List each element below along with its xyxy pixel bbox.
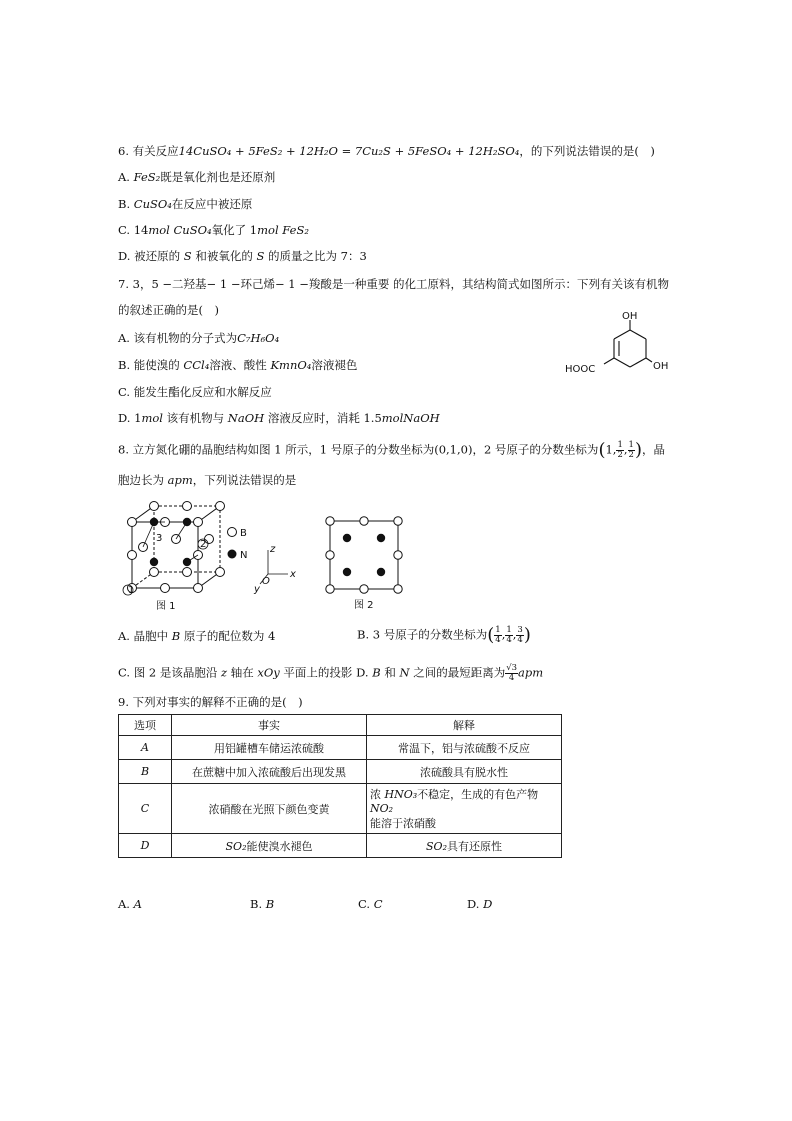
axis-x: x — [290, 569, 296, 580]
q9-answer-b: B. B — [250, 897, 275, 911]
table-header-row: 选项 事实 解释 — [119, 715, 562, 736]
axis-o: O — [262, 576, 270, 587]
struct-cooh: HOOC — [565, 364, 596, 375]
q9-stem: 9. 下列对事实的解释不正确的是( ) — [118, 695, 303, 709]
struct-oh-right: OH — [653, 361, 669, 372]
atom-label-1: 1 — [128, 585, 135, 596]
q7-option-b: B. 能使溴的 CCl₄溶液、酸性 KmnO₄溶液褪色 — [118, 358, 358, 372]
q6-option-b: B. CuSO₄在反应中被还原 — [118, 197, 253, 211]
q6-option-a: A. FeS₂既是氧化剂也是还原剂 — [118, 170, 276, 184]
table-row: A 用铝罐槽车储运浓硫酸 常温下，铝与浓硫酸不反应 — [119, 736, 562, 760]
q9-answer-a: A. A — [118, 897, 142, 911]
legend-b: B — [240, 528, 247, 539]
table-row: D SO₂能使溴水褪色 SO₂具有还原性 — [119, 834, 562, 858]
q6-option-d: D. 被还原的 S 和被氧化的 S 的质量之比为 7：3 — [118, 249, 367, 263]
q7-option-d: D. 1mol 该有机物与 NaOH 溶液反应时，消耗 1.5molNaOH — [118, 411, 440, 425]
q9-answer-c: C. C — [358, 897, 383, 911]
fig1-caption: 图 1 — [156, 601, 176, 612]
q8-figure2-projection — [322, 515, 412, 615]
q8-stem-line2: 胞边长为 apm，下列说法错误的是 — [118, 473, 297, 487]
q9-answer-d: D. D — [467, 897, 493, 911]
table-row: B 在蔗糖中加入浓硫酸后出现发黑 浓硫酸具有脱水性 — [119, 760, 562, 784]
q9-table — [118, 714, 562, 858]
q6-option-c: C. 14mol CuSO₄氧化了 1mol FeS₂ — [118, 223, 309, 237]
q7-option-a: A. 该有机物的分子式为C₇H₆O₄ — [118, 331, 280, 345]
q8-stem-line1: 8. 立方氮化硼的晶胞结构如图 1 所示，1 号原子的分数坐标为(0,1,0)，2 号原子的分数坐标为(1, $\frac{1}{2}$ , $\frac{1}{2}$ )，晶 — [118, 439, 665, 461]
q8-option-b: B. 3 号原子的分数坐标为( $\frac{1}{4}$ , $\frac{1}{4}$ , $\frac{3}{4}$ ) — [357, 624, 531, 646]
atom-label-3: 3 — [156, 533, 163, 544]
q7-option-c: C. 能发生酯化反应和水解反应 — [118, 385, 272, 399]
q8-figure1-unit-cell — [120, 500, 310, 615]
struct-oh-top: OH — [622, 311, 638, 322]
q8-option-a: A. 晶胞中 B 原子的配位数为 4 — [118, 629, 276, 643]
axis-y: y — [254, 584, 260, 595]
fig2-caption: 图 2 — [354, 600, 374, 611]
q7-stem-line1: 7. 3，5 −二羟基− 1 −环己烯− 1 −羧酸是一种重要 的化工原料，其结构简式如图所示：下列有关该有机物 — [118, 277, 670, 291]
q8-option-c-d: C. 图 2 是该晶胞沿 z 轴在 xOy 平面上的投影 D. B 和 N 之间的最短距离为 $\frac{√3}{4}$ apm — [118, 663, 544, 683]
table-row: C 浓硝酸在光照下颜色变黄 浓 HNO₃不稳定，生成的有色产物 NO₂ 能溶于浓硝酸 — [119, 784, 562, 834]
atom-label-2: 2 — [200, 539, 207, 550]
legend-n: N — [240, 550, 248, 561]
axis-z: z — [270, 544, 276, 555]
q7-structure-diagram — [560, 308, 680, 388]
q7-stem-line2: 的叙述正确的是( ) — [118, 303, 219, 317]
q6-equation: 14CuSO₄ + 5FeS₂ + 12H₂O = 7Cu₂S + 5FeSO₄ + 12H₂SO₄ — [178, 144, 520, 158]
q6-stem: 6. 有关反应14CuSO₄ + 5FeS₂ + 12H₂O = 7Cu₂S + 5FeSO₄ + 12H₂SO₄，的下列说法错误的是( ) — [118, 144, 655, 158]
